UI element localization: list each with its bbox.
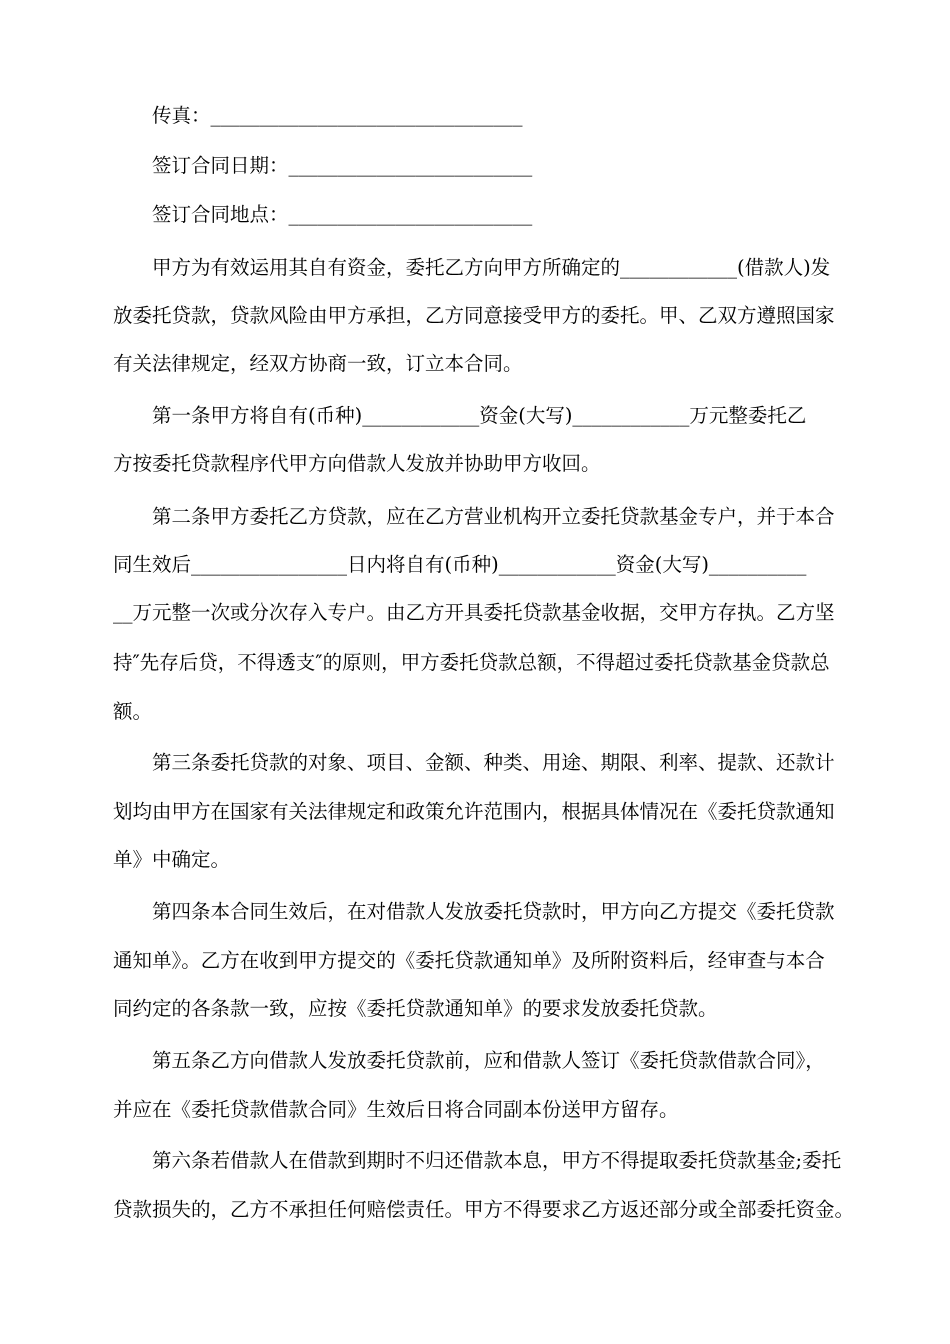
- article-5-line-2: 并应在《委托贷款借款合同》生效后日将合同副本份送甲方留存。: [113, 1098, 679, 1121]
- article-1-line-1: 第一条甲方将自有(币种)____________资金(大写)____________万元整委托乙: [152, 404, 807, 427]
- article-3-line-3: 单》中确定。: [113, 848, 231, 871]
- article-2-line-5: 额。: [113, 700, 153, 723]
- preamble-line-1: 甲方为有效运用其自有资金，委托乙方向甲方所确定的____________(借款人)发: [152, 256, 831, 279]
- article-3-line-1: 第三条委托贷款的对象、项目、金额、种类、用途、期限、利率、提款、还款计: [152, 751, 835, 774]
- preamble-line-2: 放委托贷款，贷款风险由甲方承担，乙方同意接受甲方的委托。甲、乙双方遵照国家: [113, 304, 835, 327]
- article-5-line-1: 第五条乙方向借款人发放委托贷款前，应和借款人签订《委托贷款借款合同》，: [152, 1049, 825, 1072]
- signing-date-field-line: 签订合同日期：_________________________: [152, 154, 533, 177]
- article-6-line-1: 第六条若借款人在借款到期时不归还借款本息，甲方不得提取委托贷款基金;委托: [152, 1149, 842, 1172]
- article-4-line-2: 通知单》。乙方在收到甲方提交的《委托贷款通知单》及所附资料后，经审查与本合: [113, 949, 825, 972]
- article-2-line-4: 持″先存后贷，不得透支″的原则，甲方委托贷款总额，不得超过委托贷款基金贷款总: [113, 651, 830, 674]
- article-4-line-1: 第四条本合同生效后，在对借款人发放委托贷款时，甲方向乙方提交《委托贷款: [152, 900, 835, 923]
- article-2-line-1: 第二条甲方委托乙方贷款，应在乙方营业机构开立委托贷款基金专户，并于本合: [152, 505, 835, 528]
- article-1-line-2: 方按委托贷款程序代甲方向借款人发放并协助甲方收回。: [113, 452, 601, 475]
- signing-location-field-line: 签订合同地点：_________________________: [152, 203, 533, 226]
- article-4-line-3: 同约定的各条款一致，应按《委托贷款通知单》的要求发放委托贷款。: [113, 997, 718, 1020]
- article-2-line-2: 同生效后________________日内将自有(币种)____________资金(大写)__________: [113, 553, 807, 576]
- article-3-line-2: 划均由甲方在国家有关法律规定和政策允许范围内，根据具体情况在《委托贷款通知: [113, 800, 835, 823]
- preamble-line-3: 有关法律规定，经双方协商一致，订立本合同。: [113, 352, 523, 375]
- article-2-line-3: __万元整一次或分次存入专户。由乙方开具委托贷款基金收据，交甲方存执。乙方坚: [113, 601, 835, 624]
- fax-field-line: 传真：________________________________: [152, 104, 523, 127]
- article-6-line-2: 贷款损失的，乙方不承担任何赔偿责任。甲方不得要求乙方返还部分或全部委托资金。: [113, 1198, 855, 1221]
